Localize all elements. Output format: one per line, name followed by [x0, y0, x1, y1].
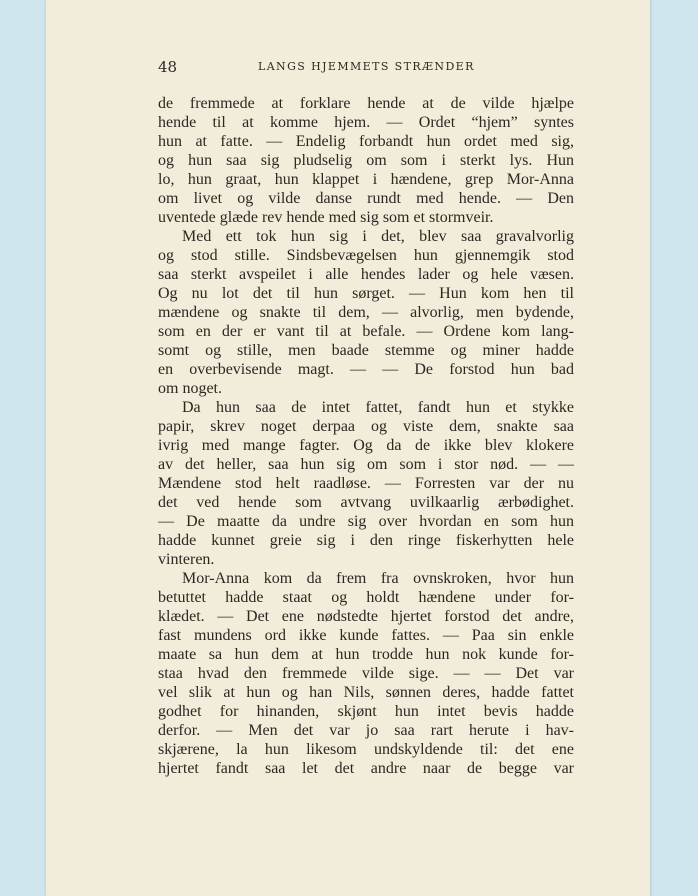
text-line: hende til at komme hjem. — Ordet “hjem” syntes — [158, 114, 574, 131]
text-line: og stod stille. Sindsbevægelsen hun gjennemgik stod — [158, 247, 574, 264]
text-line: og hun saa sig pludselig om som i sterkt lys. Hun — [158, 152, 574, 169]
text-line: — De maatte da undre sig over hvordan en som hun — [158, 513, 574, 530]
text-line: staa hvad den fremmede vilde sige. — — Det var — [158, 665, 574, 682]
text-line: Da hun saa de intet fattet, fandt hun et stykke — [182, 399, 574, 416]
text-line: papir, skrev noget derpaa og viste dem, snakte saa — [158, 418, 574, 435]
text-line: Og nu lot det til hun sørget. — Hun kom hen til — [158, 285, 574, 302]
text-line: hun at fatte. — Endelig forbandt hun ordet med sig, — [158, 133, 574, 150]
text-line: ivrig med mange fagter. Og da de ikke blev klokere — [158, 437, 574, 454]
text-line: uventede glæde rev hende med sig som et stormveir. — [158, 209, 494, 226]
text-line: lo, hun graat, hun klappet i hændene, grep Mor-Anna — [158, 171, 574, 188]
text-line: skjærene, la hun likesom undskyldende til: det ene — [158, 741, 574, 758]
book-page — [46, 0, 650, 896]
text-line: somt og stille, men baade stemme og miner hadde — [158, 342, 574, 359]
text-line: derfor. — Men det var jo saa rart herute i hav- — [158, 722, 574, 739]
text-line: maate sa hun dem at hun trodde hun nok kunde for- — [158, 646, 574, 663]
text-line: en overbevisende magt. — — De forstod hun bad — [158, 361, 574, 378]
text-line: Med ett tok hun sig i det, blev saa gravalvorlig — [182, 228, 574, 245]
text-line: klædet. — Det ene nødstedte hjertet forstod det andre, — [158, 608, 574, 625]
running-title: LANGS HJEMMETS STRÆNDER — [258, 60, 475, 73]
text-line: Mor-Anna kom da frem fra ovnskroken, hvor hun — [182, 570, 574, 587]
text-line: om livet og vilde danse rundt med hende. — Den — [158, 190, 574, 207]
text-line: vel slik at hun og han Nils, sønnen deres, hadde fattet — [158, 684, 574, 701]
body-text — [158, 94, 574, 778]
page-number: 48 — [158, 58, 178, 76]
text-line: av det heller, saa hun sig om som i stor nød. — — — [158, 456, 574, 473]
text-line: fast mundens ord ikke kunde fattes. — Paa sin enkle — [158, 627, 574, 644]
text-line: vinteren. — [158, 551, 215, 568]
text-line: mændene og snakte til dem, — alvorlig, men bydende, — [158, 304, 574, 321]
page-header — [158, 58, 574, 80]
text-line: hjertet fandt saa let det andre naar de begge var — [158, 760, 574, 777]
text-line: godhet for hinanden, skjønt hun intet bevis hadde — [158, 703, 574, 720]
text-line: om noget. — [158, 380, 222, 397]
text-line: de fremmede at forklare hende at de vilde hjælpe — [158, 95, 574, 112]
text-line: det ved hende som avtvang uvilkaarlig ærbødighet. — [158, 494, 574, 511]
text-line: betuttet hadde staat og holdt hændene under for- — [158, 589, 574, 606]
text-line: saa sterkt avspeilet i alle hendes lader og hele væsen. — [158, 266, 574, 283]
text-line: som en der er vant til at befale. — Ordene kom lang- — [158, 323, 574, 340]
text-line: Mændene stod helt raadløse. — Forresten var der nu — [158, 475, 574, 492]
text-line: hadde kunnet greie sig i den ringe fiskerhytten hele — [158, 532, 574, 549]
